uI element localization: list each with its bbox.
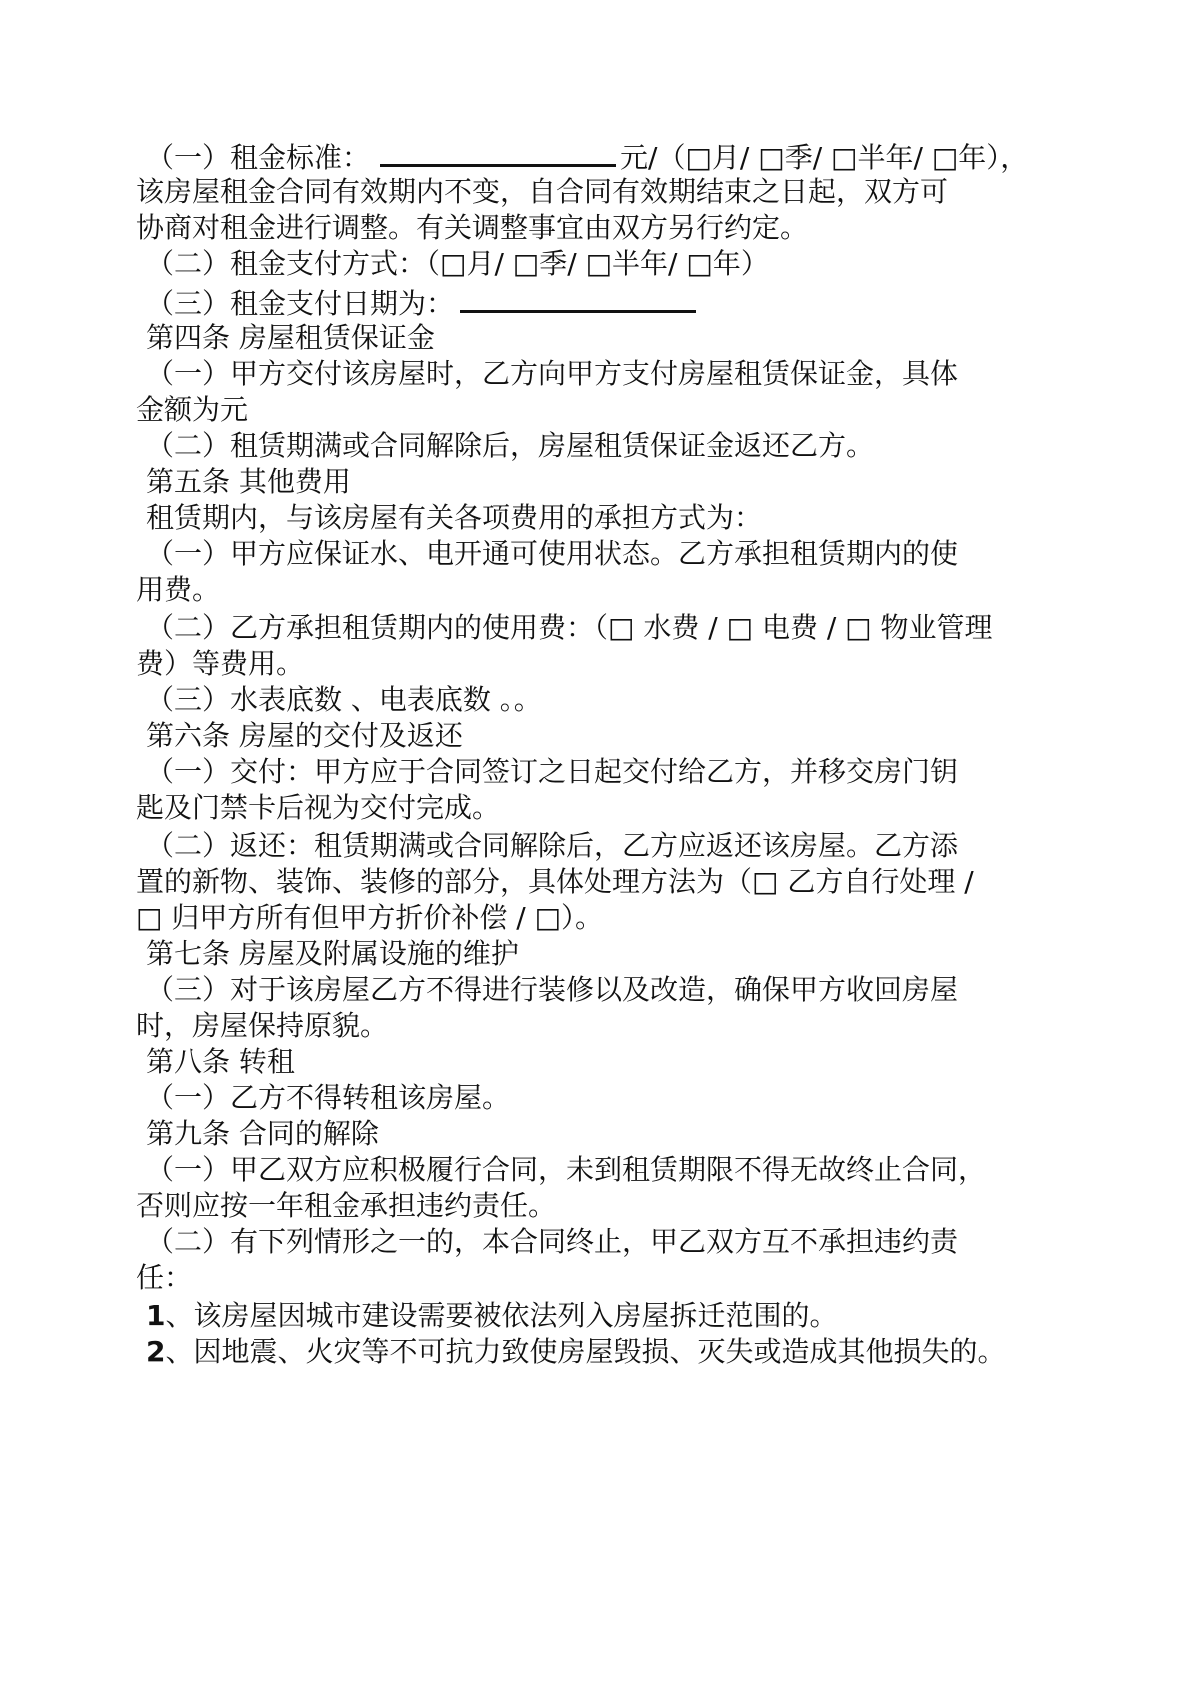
article-5-item-2a: （二）乙方承担租赁期内的使用费：（□ 水费 / □ 电费 / □ 物业管理	[146, 611, 993, 644]
article-4-item-1a: （一）甲方交付该房屋时，乙方向甲方支付房屋租赁保证金，具体	[146, 357, 959, 390]
rent-standard-suffix: 元/（□月/ □季/ □半年/ □年），	[620, 141, 1029, 174]
article-5-item-2b: 费）等费用。	[136, 647, 305, 680]
payment-date-blank	[460, 284, 696, 313]
article-9-item-1a: （一）甲乙双方应积极履行合同，未到租赁期限不得无故终止合同，	[146, 1153, 987, 1186]
article-7-item-3b: 时，房屋保持原貌。	[136, 1009, 389, 1042]
payment-date-prefix: （三）租金支付日期为：	[146, 287, 455, 320]
article-5-item-1b: 用费。	[136, 573, 221, 606]
article-9-case-1	[146, 1298, 838, 1334]
payment-date-line	[146, 284, 696, 322]
article-4-item-1b: 金额为元	[136, 393, 249, 426]
article-9-item-2b: 任：	[136, 1261, 193, 1294]
article-9-case-2	[146, 1334, 1006, 1370]
article-6-item-1b: 匙及门禁卡后视为交付完成。	[136, 791, 501, 824]
article-9-item-1b: 否则应按一年租金承担违约责任。	[136, 1189, 557, 1222]
article-4-title: 第四条 房屋租赁保证金	[146, 321, 435, 354]
rent-standard-cont2: 协商对租金进行调整。有关调整事宜由双方另行约定。	[136, 211, 809, 244]
article-6-item-2a: （二）返还：租赁期满或合同解除后，乙方应返还该房屋。乙方添	[146, 829, 959, 862]
article-6-title: 第六条 房屋的交付及返还	[146, 719, 463, 752]
rent-amount-blank	[380, 138, 616, 167]
article-5-item-1a: （一）甲方应保证水、电开通可使用状态。乙方承担租赁期内的使	[146, 537, 959, 570]
case-2-text: 、因地震、火灾等不可抗力致使房屋毁损、灭失或造成其他损失的。	[165, 1335, 1006, 1368]
rent-standard-cont1: 该房屋租金合同有效期内不变，自合同有效期结束之日起，双方可	[136, 175, 949, 208]
article-6-item-1a: （一）交付：甲方应于合同签订之日起交付给乙方，并移交房门钥	[146, 755, 959, 788]
rent-standard-line	[146, 138, 1028, 176]
article-5-title: 第五条 其他费用	[146, 465, 351, 498]
article-8-item-1: （一）乙方不得转租该房屋。	[146, 1081, 511, 1114]
article-9-item-2a: （二）有下列情形之一的，本合同终止，甲乙双方互不承担违约责	[146, 1225, 959, 1258]
article-7-title: 第七条 房屋及附属设施的维护	[146, 937, 519, 970]
article-6-item-2b: 置的新物、装饰、装修的部分，具体处理方法为（□ 乙方自行处理 /	[136, 865, 974, 898]
rent-standard-prefix: （一）租金标准：	[146, 141, 371, 174]
article-6-item-2c: □ 归甲方所有但甲方折价补偿 / □）。	[136, 901, 604, 934]
payment-method-line: （二）租金支付方式：（□月/ □季/ □半年/ □年）	[146, 247, 769, 280]
article-7-item-3a: （三）对于该房屋乙方不得进行装修以及改造，确保甲方收回房屋	[146, 973, 959, 1006]
article-5-item-3: （三）水表底数 、电表底数 。。	[146, 683, 542, 716]
case-1-text: 、该房屋因城市建设需要被依法列入房屋拆迁范围的。	[165, 1299, 838, 1332]
case-2-number: 2	[146, 1335, 166, 1368]
article-8-title: 第八条 转租	[146, 1045, 295, 1078]
article-5-intro: 租赁期内，与该房屋有关各项费用的承担方式为：	[146, 501, 763, 534]
case-1-number: 1	[146, 1299, 166, 1332]
article-9-title: 第九条 合同的解除	[146, 1117, 379, 1150]
article-4-item-2: （二）租赁期满或合同解除后，房屋租赁保证金返还乙方。	[146, 429, 875, 462]
